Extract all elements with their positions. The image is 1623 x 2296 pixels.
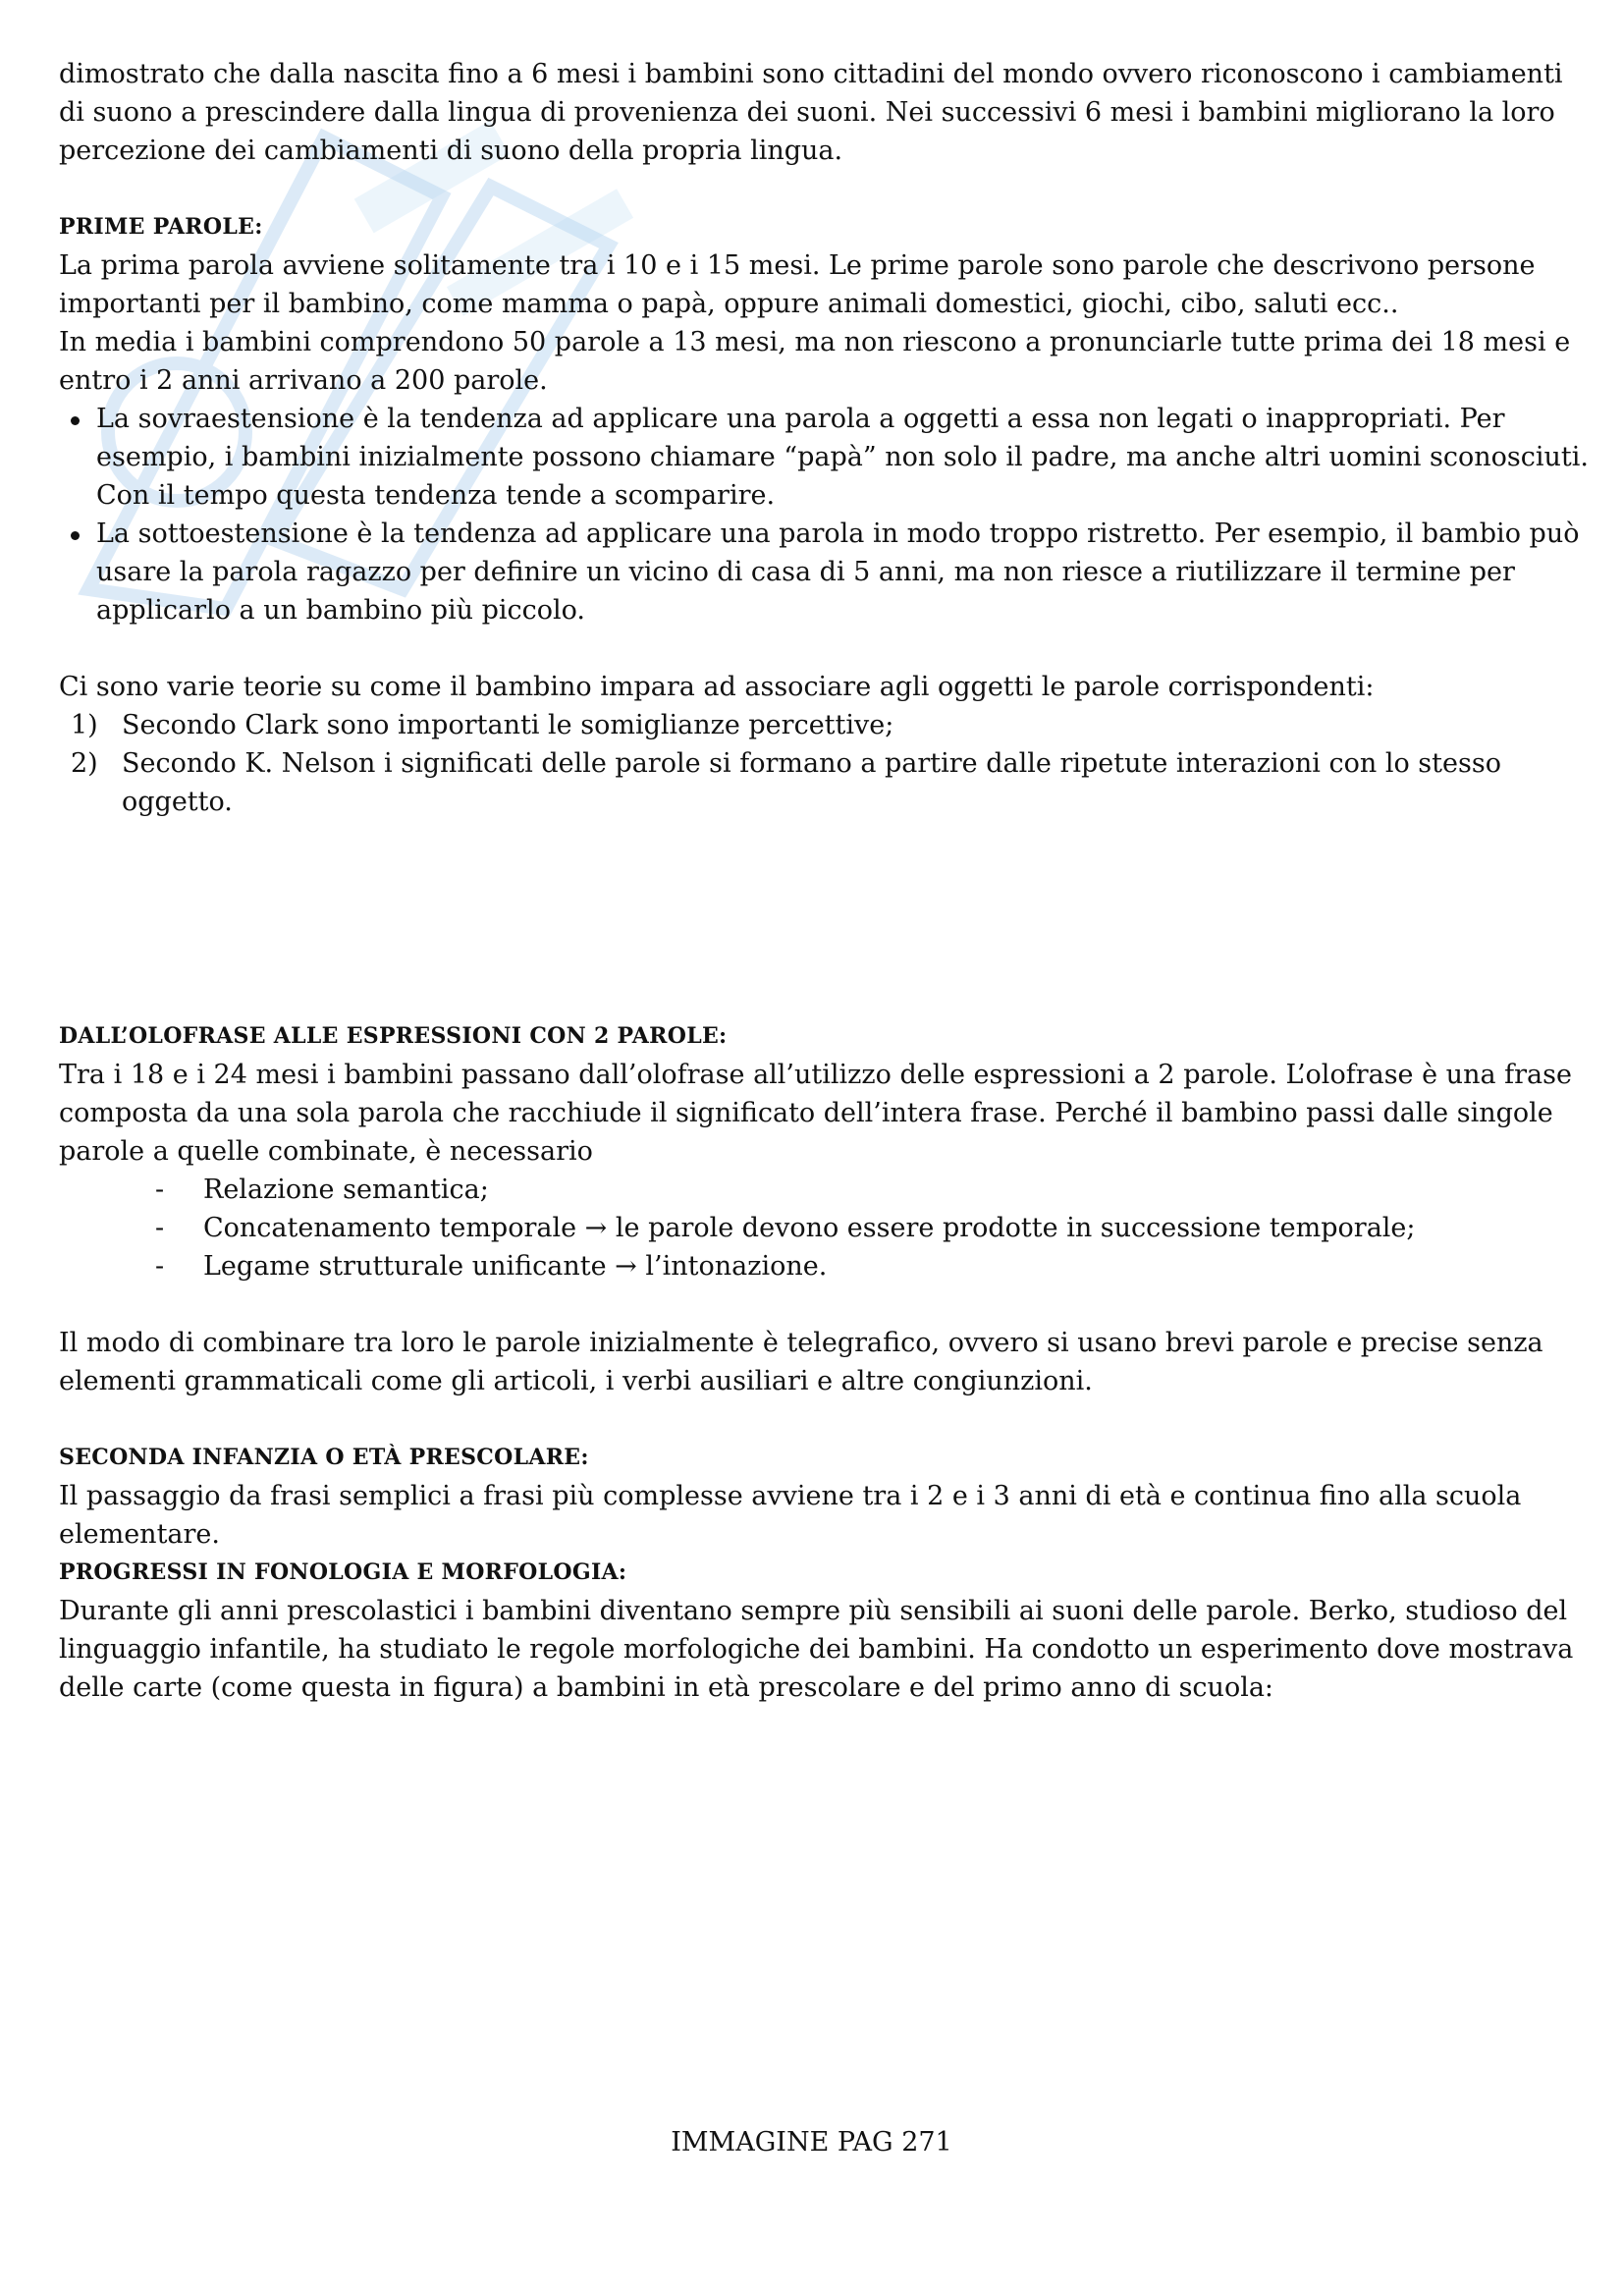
paragraph: Durante gli anni prescolastici i bambini diventano sempre più sensibili ai suoni delle parole. Berko, studioso del linguaggio infantile, ha studiato le regole morfologiche dei bambini. Ha condotto un esperimento dove mostrava delle carte (come questa in figura) a bambini in età prescolare e del primo anno di scuola: — [59, 1596, 1574, 1703]
dash-item: - Concatenamento temporale → le parole devono essere prodotte in successione temporale; — [155, 1213, 1416, 1243]
dash-item-text: Legame strutturale unificante → l’intonazione. — [203, 1251, 828, 1282]
section-heading-olofrase: DALL’OLOFRASE ALLE ESPRESSIONI CON 2 PAROLE: — [59, 1023, 728, 1049]
numbered-list — [59, 706, 1591, 821]
section-heading-prime-parole: PRIME PAROLE: — [59, 214, 263, 240]
paragraph: Tra i 18 e i 24 mesi i bambini passano dall’olofrase all’utilizzo delle espressioni a 2 parole. L’olofrase è una frase composta da una sola parola che racchiude il significato dell’intera frase. Perché il bambino passi dalle singole parole a quelle combinate, è necessario — [59, 1060, 1572, 1167]
paragraph: Ci sono varie teorie su come il bambino impara ad associare agli oggetti le parole corrispondenti: — [59, 672, 1375, 702]
dash-item-text: Concatenamento temporale → le parole devono essere prodotte in successione temporale; — [203, 1213, 1416, 1243]
section-heading-seconda-infanzia: SECONDA INFANZIA O ETÀ PRESCOLARE: — [59, 1445, 589, 1470]
section-heading-progressi: PROGRESSI IN FONOLOGIA E MORFOLOGIA: — [59, 1559, 627, 1585]
paragraph: Il modo di combinare tra loro le parole inizialmente è telegrafico, ovvero si usano brevi parole e precise senza elementi grammaticali come gli articoli, i verbi ausiliari e altre congiunzioni. — [59, 1328, 1543, 1396]
item-text: Secondo Clark sono importanti le somiglianze percettive; — [122, 710, 894, 740]
item-number: 1) — [71, 710, 98, 740]
item-text: Secondo K. Nelson i significati delle parole si formano a partire dalle ripetute interazioni con lo stesso oggetto. — [122, 748, 1501, 817]
dash-item: - Relazione semantica; — [155, 1175, 489, 1205]
item-number: 2) — [71, 748, 98, 779]
dash-list — [59, 1171, 1591, 1285]
bullet-list — [59, 400, 1591, 629]
image-reference-caption: IMMAGINE PAG 271 — [671, 2127, 952, 2158]
intro-paragraph: dimostrato che dalla nascita fino a 6 mesi i bambini sono cittadini del mondo ovvero riconoscono i cambiamenti di suono a prescindere dalla lingua di provenienza dei suoni. Nei successivi 6 mesi i bambini migliorano la loro percezione dei cambiamenti di suono della propria lingua. — [59, 59, 1563, 166]
bullet-item: La sottoestensione è la tendenza ad applicare una parola in modo troppo ristretto. Per esempio, il bambio può usare la parola ragazzo per definire un vicino di casa di 5 anni, ma non riesce a riutilizzare il termine per applicarlo a un bambino più piccolo. — [59, 515, 1591, 629]
bullet-item: La sovraestensione è la tendenza ad applicare una parola a oggetti a essa non legati o inappropriati. Per esempio, i bambini inizialmente possono chiamare “papà” non solo il padre, ma anche altri uomini sconosciuti. Con il tempo questa tendenza tende a scomparire. — [59, 400, 1591, 515]
paragraph: In media i bambini comprendono 50 parole a 13 mesi, ma non riescono a pronunciarle tutte prima dei 18 mesi e entro i 2 anni arrivano a 200 parole. — [59, 327, 1571, 396]
dash-item-text: Relazione semantica; — [203, 1175, 489, 1205]
numbered-item — [59, 706, 1591, 744]
numbered-item — [59, 744, 1591, 821]
paragraph: La prima parola avviene solitamente tra i 10 e i 15 mesi. Le prime parole sono parole che descrivono persone importanti per il bambino, come mamma o papà, oppure animali domestici, giochi, cibo, saluti ecc.. — [59, 250, 1536, 319]
paragraph: Il passaggio da frasi semplici a frasi più complesse avviene tra i 2 e i 3 anni di età e continua fino alla scuola elementare. — [59, 1481, 1522, 1550]
dash-item: - Legame strutturale unificante → l’intonazione. — [155, 1251, 828, 1282]
